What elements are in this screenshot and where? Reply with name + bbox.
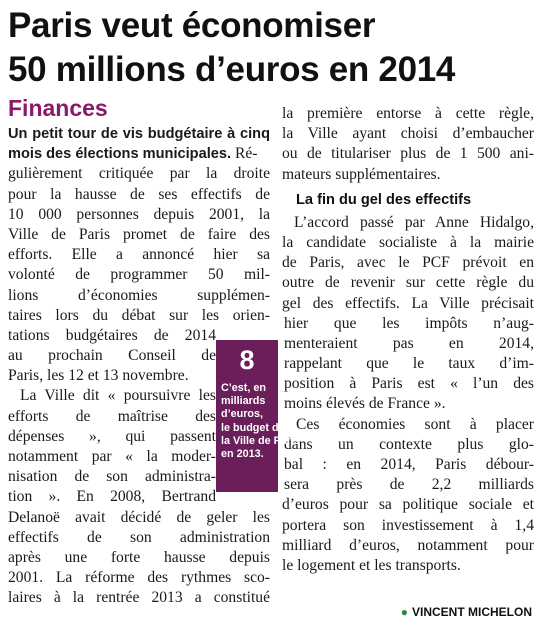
body-line: la première entorse à cette règle,	[282, 105, 534, 122]
body-line: bal : en 2014, Paris débour-	[284, 456, 534, 473]
body-line: dépenses », qui passent	[8, 427, 216, 445]
body-line: d’euros pour sa politique sociale et	[282, 496, 534, 514]
body-line: efforts. Elle a annoncé hier sa	[8, 246, 270, 264]
stat-caption-line: C’est, en	[221, 382, 267, 394]
body-line: 10 000 personnes depuis 2001, la	[8, 205, 270, 223]
body-line: Ville de Paris promet de faire des	[8, 225, 270, 243]
body-line: Paris, les 12 et 13 novembre.	[8, 367, 189, 385]
body-line: sera près de 2,2 milliards	[284, 476, 534, 494]
lead-text: mois des élections municipales.	[8, 146, 232, 163]
body-line: notamment par « la moder-	[8, 448, 216, 465]
lead-line: Un petit tour de vis budgétaire à cinq	[8, 126, 270, 142]
headline-line-1: Paris veut économiser	[8, 6, 376, 45]
stat-caption-line: en 2013.	[221, 448, 264, 461]
stat-caption	[216, 380, 301, 461]
body-line: L’accord passé par Anne Hidalgo,	[294, 213, 534, 231]
body-line: mateurs supplémentaires.	[282, 165, 441, 183]
body-line: efforts de maîtrise des	[8, 407, 216, 425]
body-line: dans un contexte plus glo-	[284, 435, 534, 453]
body-line: 2001. La réforme des rythmes sco-	[8, 569, 270, 587]
body-line: volonté de programmer 50 mil-	[8, 266, 270, 284]
author-name: VINCENT MICHELON	[412, 605, 532, 619]
stat-caption-line: le budget de	[221, 421, 285, 434]
stat-number: 8	[239, 345, 255, 375]
body-line: pour la hausse de ses effectifs de	[8, 185, 270, 203]
body-line: laires à la rentrée 2013 a constitué	[8, 589, 270, 607]
body-line: le logement et les transports.	[282, 556, 461, 574]
subheading: La fin du gel des effectifs	[296, 191, 472, 208]
byline	[401, 605, 532, 619]
stat-box	[216, 340, 301, 492]
body-line: au prochain Conseil de	[8, 347, 216, 365]
body-line: après une forte hausse depuis	[8, 548, 270, 566]
body-line: rappelant que le taux d’im-	[284, 355, 534, 373]
body-line: taires lors du débat sur les orien-	[8, 306, 270, 324]
body-line: gel des effectifs. La Ville précisait	[282, 294, 534, 312]
article-column-2	[282, 104, 534, 576]
body-line: tion ». En 2008, Bertrand	[8, 488, 216, 506]
headline-line-2: 50 millions d’euros en 2014	[8, 50, 456, 89]
body-line: tations budgétaires de 2014	[8, 326, 216, 344]
stat-caption-line: la Ville de Paris	[221, 434, 301, 447]
body-line: la Ville ayant choisi d’embaucher	[282, 125, 534, 143]
body-line: ou de titulariser plus de 1 500 ani-	[282, 145, 534, 163]
body-line: moins élevés de France ».	[284, 395, 446, 413]
body-line: milliard d’euros, notamment pour	[282, 536, 534, 554]
body-line: portera son investissement à 1,4	[282, 516, 534, 534]
body-line: nisation de son administra-	[8, 468, 216, 486]
body-line: outre de revenir sur cette règle du	[282, 274, 534, 292]
stat-caption-line: d’euros,	[221, 408, 263, 421]
bullet-dot-icon: ●	[400, 605, 408, 619]
body-line: Delanoë avait décidé de geler les	[8, 508, 270, 526]
section-label: Finances	[8, 95, 108, 121]
body-line: lions d’économies supplémen-	[8, 286, 270, 304]
headline	[8, 4, 536, 92]
lead-tail: Ré-	[231, 145, 258, 163]
body-line: menteraient pas en 2014,	[284, 334, 534, 352]
body-line: hier que les impôts n’aug-	[284, 314, 534, 332]
stat-caption-line: milliards	[221, 395, 266, 408]
body-line: Ces économies sont à placer	[296, 415, 534, 433]
body-line: effectifs de son administration	[8, 528, 270, 546]
body-line: position à Paris est « l’un des	[284, 375, 534, 393]
body-line: La Ville dit « poursuivre les	[20, 387, 216, 405]
body-line: de Paris, avec le PCF prévoit en	[282, 254, 534, 272]
body-line: la candidate socialiste à la mairie	[282, 233, 534, 251]
body-line: gulièrement critiquée par la droite	[8, 165, 270, 183]
lead-line-2	[8, 144, 270, 164]
